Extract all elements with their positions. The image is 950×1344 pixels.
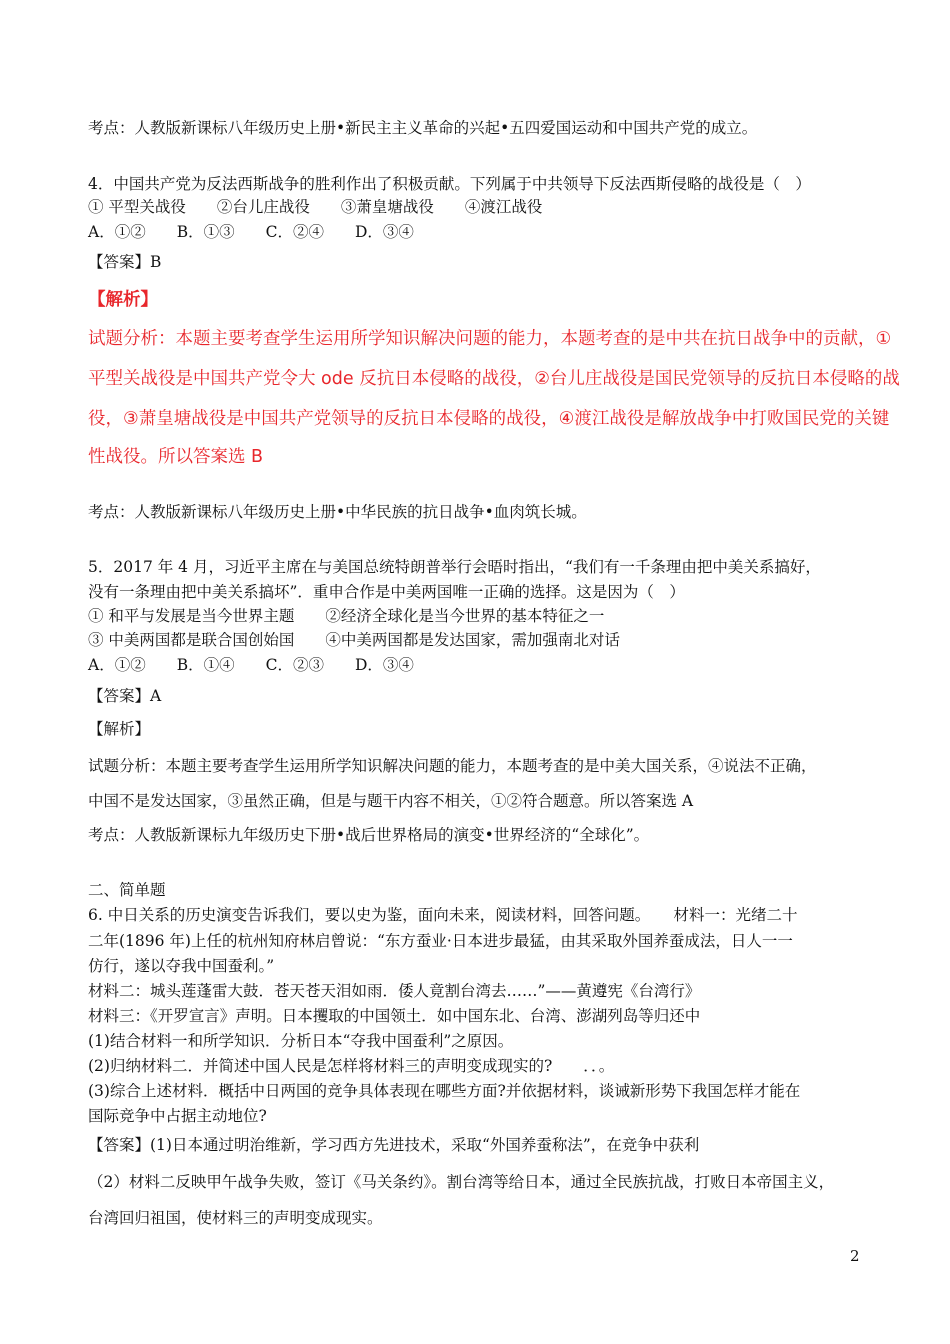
q4-analysis-heading: 【解析】: [88, 290, 158, 310]
question-6-material-1: 二年(1896 年)上任的杭州知府林启曾说：“东方蚕业·日本进步最猛，由其采取外国养蚕成法，日人一一: [88, 932, 793, 950]
kaodian-q5: 考点：人教版新课标九年级历史下册•战后世界格局的演变•世界经济的“全球化”。: [88, 826, 650, 844]
question-6-material-3: 材料三：《开罗宣言》声明。日本攫取的中国领土．如中国东北、台湾、澎湖列岛等归还中: [88, 1007, 701, 1025]
question-6-material-2: 材料二：城头莲蓬雷大鼓．苍天苍天泪如雨．倭人竟割台湾去……”——黄遵宪《台湾行》: [88, 982, 701, 1000]
q6-answer-2: （2）材料二反映甲午战争失败，签订《马关条约》。割台湾等给日本，通过全民族抗战，打败日本帝国主义，: [88, 1173, 835, 1191]
q4-answer: 【答案】B: [88, 253, 162, 271]
q6-subquestion-1: (1)结合材料一和所学知识．分析日本“夺我中国蚕利”之原因。: [88, 1032, 514, 1050]
q4-analysis-line: 性战役。所以答案选 B: [88, 447, 264, 467]
q5-analysis-heading: 【解析】: [88, 720, 151, 738]
q5-analysis-line: 中国不是发达国家，③虽然正确，但是与题干内容不相关，①②符合题意。所以答案选 A: [88, 792, 694, 810]
q5-options: ③ 中美两国都是联合国创始国 ④中美两国都是发达国家，需加强南北对话: [88, 631, 620, 649]
q6-answer: 【答案】(1)日本通过明治维新，学习西方先进技术，采取“外国养蚕称法”，在竞争中获利: [88, 1136, 700, 1154]
q4-analysis-line: 平型关战役是中国共产党令大 ode 反抗日本侵略的战役，②台儿庄战役是国民党领导的反抗日本侵略的战: [88, 369, 900, 389]
q4-analysis-line: 役，③萧皇塘战役是中国共产党领导的反抗日本侵略的战役，④渡江战役是解放战争中打败国民党的关键: [88, 409, 890, 429]
question-5-cont: 没有一条理由把中美关系搞坏”．重申合作是中美两国唯一正确的选择。这是因为（ ）: [88, 583, 685, 601]
kaodian-q3: 考点：人教版新课标八年级历史上册•新民主主义革命的兴起•五四爱国运动和中国共产党的成立。: [88, 119, 758, 137]
q6-subquestion-3: (3)综合上述材料．概括中日两国的竞争具体表现在哪些方面?并依据材料，谈诫新形势下我国怎样才能在: [88, 1082, 801, 1100]
q6-subquestion-2: (2)归纳材料二．并简述中国人民是怎样将材料三的声明变成现实的? ．．。: [88, 1057, 615, 1075]
section-heading: 二、简单题: [88, 881, 166, 899]
question-6: 6. 中日关系的历史演变告诉我们，要以史为鉴，面向未来，阅读材料，回答问题。 材料一：光绪二十: [88, 906, 798, 924]
question-4: 4．中国共产党为反法西斯战争的胜利作出了积极贡献。下列属于中共领导下反法西斯侵略的战役是（ ）: [88, 175, 811, 193]
q6-answer-2-cont: 台湾回归祖国，使材料三的声明变成现实。: [88, 1209, 383, 1227]
kaodian-q4: 考点：人教版新课标八年级历史上册•中华民族的抗日战争•血肉筑长城。: [88, 503, 587, 521]
q5-options: ① 和平与发展是当今世界主题 ②经济全球化是当今世界的基本特征之一: [88, 607, 605, 625]
page-number: 2: [850, 1247, 860, 1265]
question-5: 5．2017 年 4 月，习近平主席在与美国总统特朗普举行会晤时指出，“我们有一千条理由把中美关系搞好，: [88, 558, 821, 576]
q6-subquestion-3-cont: 国际竞争中占据主动地位?: [88, 1107, 267, 1125]
q4-analysis-line: 试题分析：本题主要考查学生运用所学知识解决问题的能力，本题考查的是中共在抗日战争中的贡献，①: [88, 329, 892, 349]
q5-analysis-line: 试题分析：本题主要考查学生运用所学知识解决问题的能力，本题考查的是中美大国关系，④说法不正确，: [88, 757, 817, 775]
q5-choices: A．①② B．①④ C．②③ D．③④: [88, 656, 414, 674]
q4-options: ① 平型关战役 ②台儿庄战役 ③萧皇塘战役 ④渡江战役: [88, 198, 543, 216]
question-6-material-1: 仿行，遂以夺我中国蚕利。”: [88, 957, 275, 975]
q5-answer: 【答案】A: [88, 687, 162, 705]
q4-choices: A．①② B．①③ C．②④ D．③④: [88, 223, 414, 241]
